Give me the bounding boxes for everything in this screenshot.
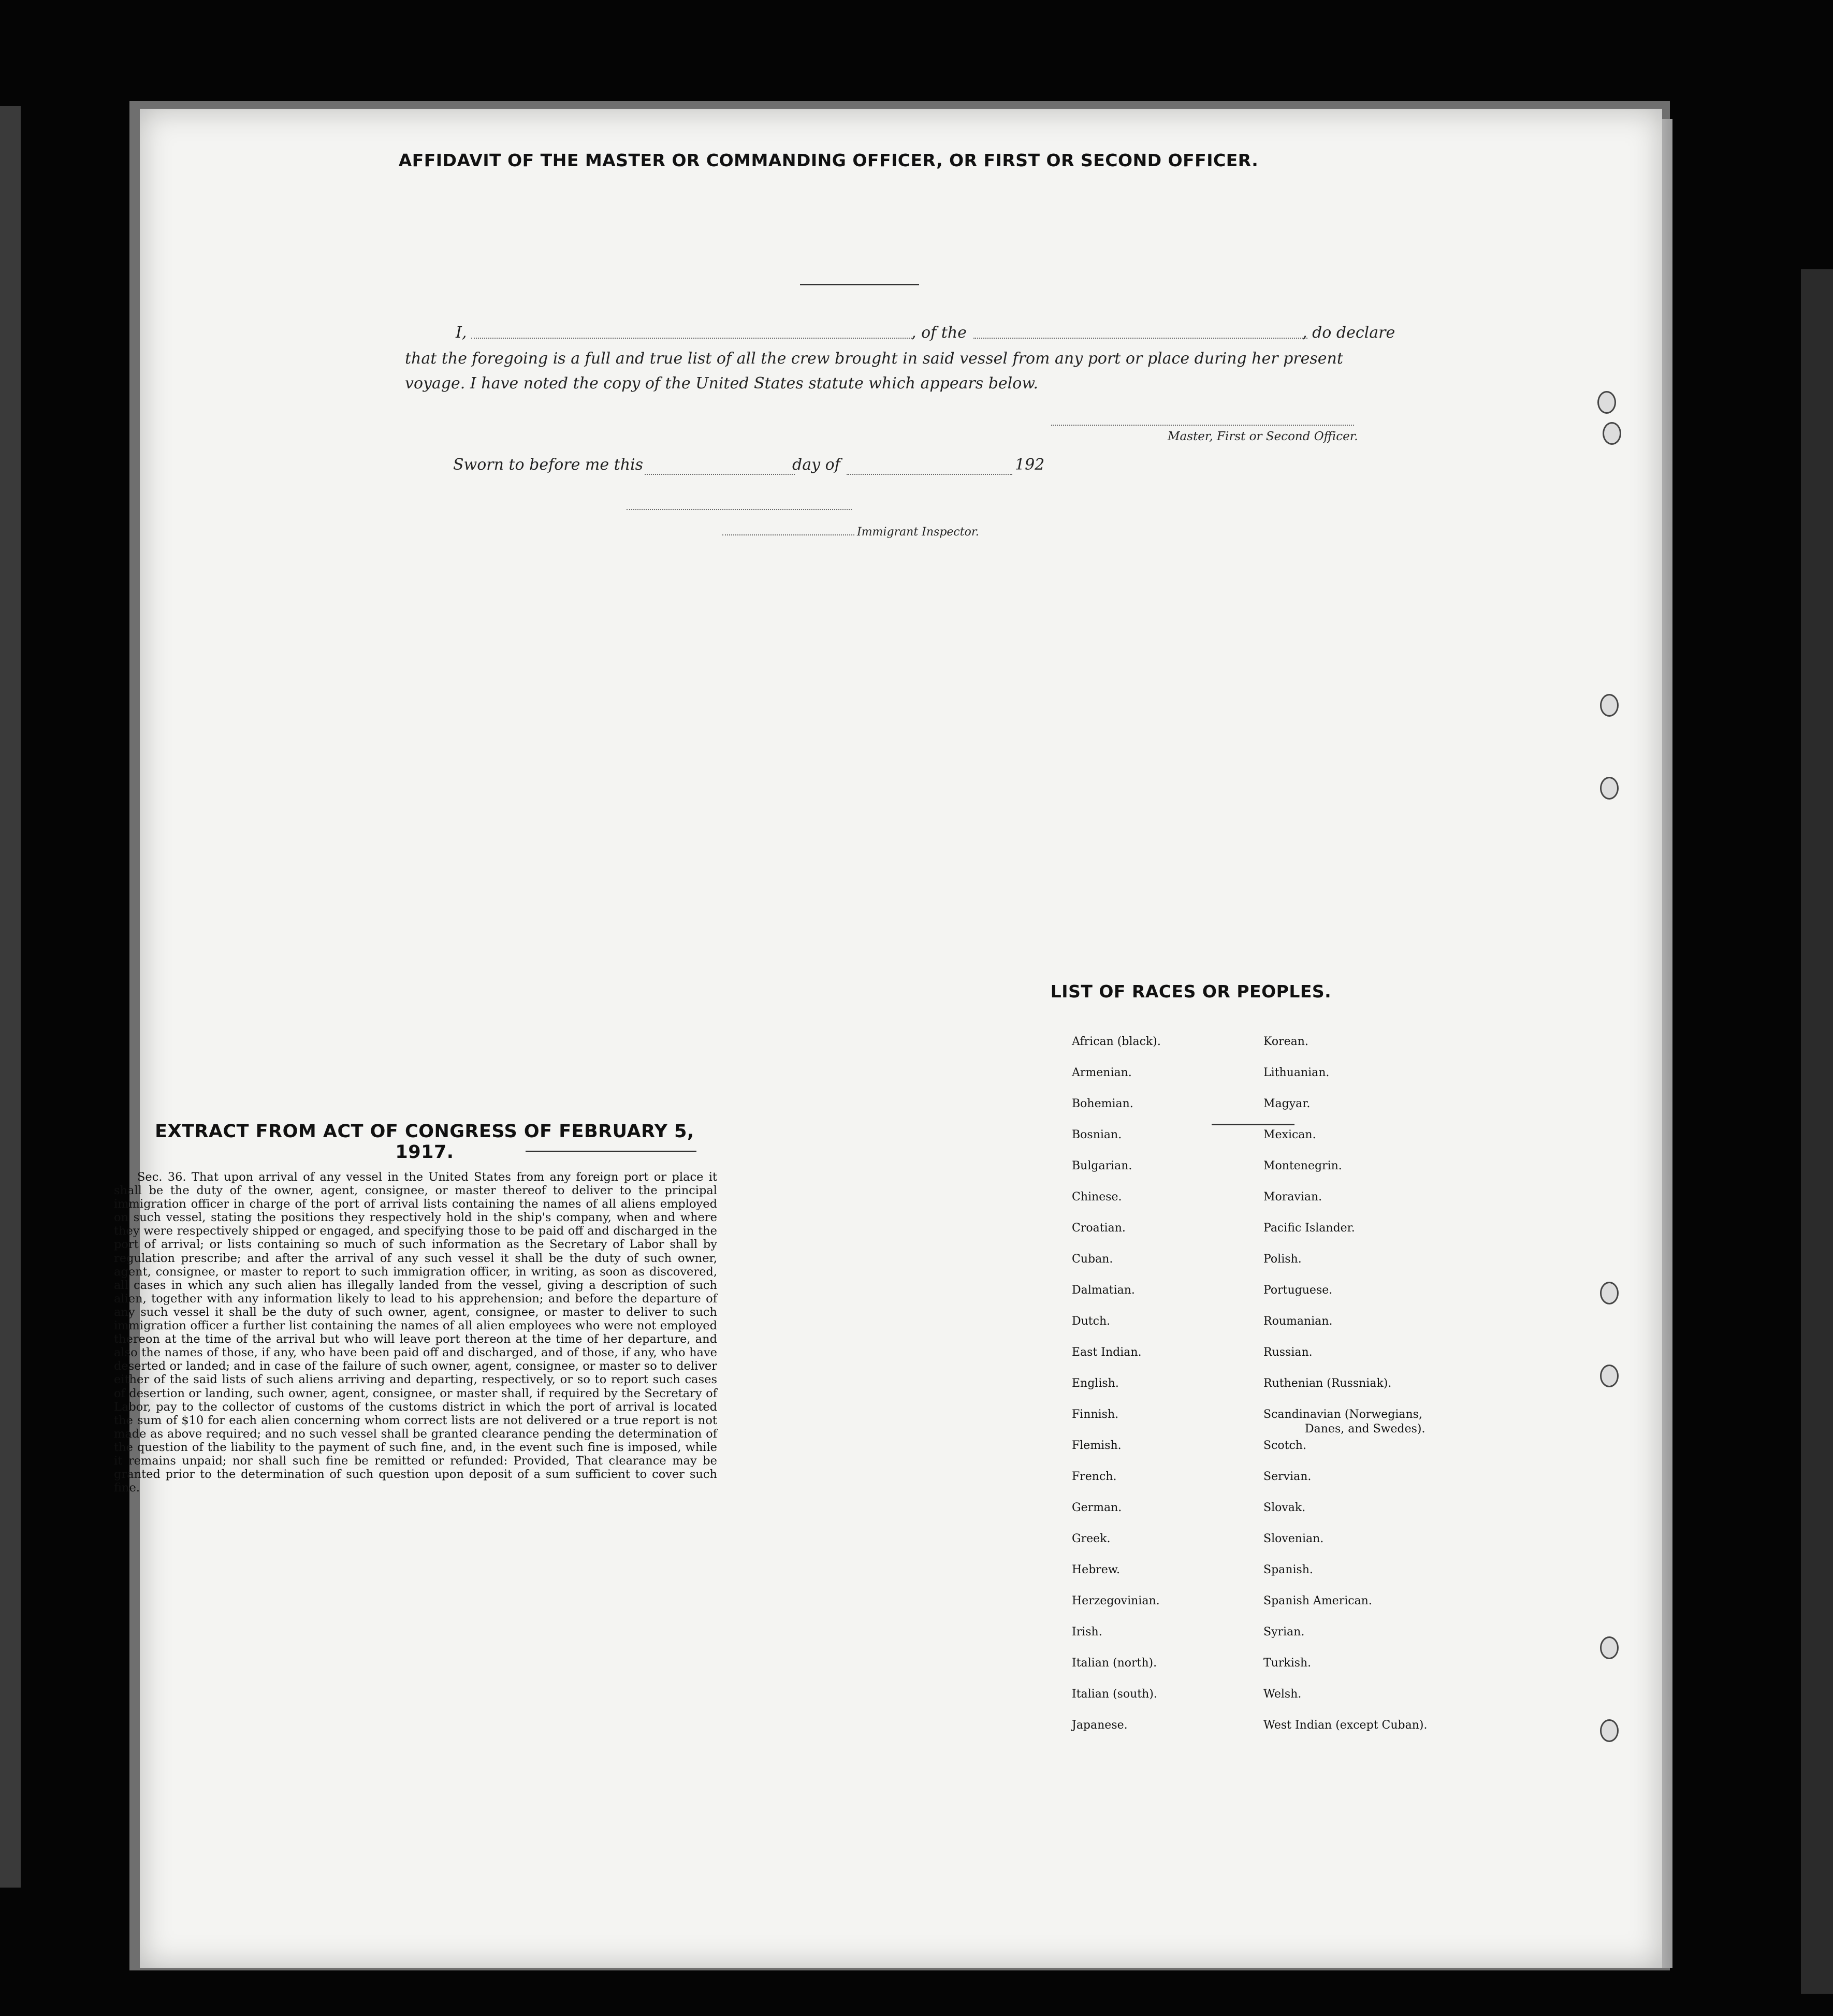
sworn-prefix: Sworn to before me this xyxy=(453,456,644,474)
race-item: Bosnian. xyxy=(1072,1128,1122,1141)
affidavit-title-rule xyxy=(800,284,919,285)
affidavit-of-the: , of the xyxy=(911,324,967,342)
race-item: African (black). xyxy=(1072,1035,1161,1048)
race-item: Hebrew. xyxy=(1072,1563,1121,1576)
race-item: Welsh. xyxy=(1263,1688,1302,1701)
race-item: Armenian. xyxy=(1072,1066,1132,1079)
race-item: Russian. xyxy=(1263,1346,1313,1359)
sworn-day-of: day of xyxy=(792,456,840,474)
binder-hole xyxy=(1600,1282,1619,1304)
races-title: LIST OF RACES OR PEOPLES. xyxy=(1050,981,1332,1002)
race-item: Servian. xyxy=(1263,1470,1312,1483)
race-item: Slovak. xyxy=(1263,1501,1306,1514)
binder-hole xyxy=(1600,1636,1619,1659)
race-item: Scandinavian (Norwegians, xyxy=(1263,1408,1422,1421)
signature-label: Master, First or Second Officer. xyxy=(1168,430,1358,443)
race-item: Turkish. xyxy=(1263,1657,1312,1670)
signature-line[interactable] xyxy=(1051,425,1354,426)
affidavit-do-declare: , do declare xyxy=(1302,324,1395,342)
race-item: Italian (north). xyxy=(1072,1657,1157,1670)
race-item: Irish. xyxy=(1072,1626,1102,1638)
extract-body: Sec. 36. That upon arrival of any vessel in the United States from any foreign port or place it shall be the duty of the owner, agent, consignee, or master thereof to deliver to the principal immigration officer in charge of the port of arrival lists containing the names of all aliens employed on such vessel, stating the positions they respectively hold in the ship's company, when and where they were respectively shipped or engaged, and specifying those to be paid off and discharged in the port of arrival; or lists containing so much of such information as the Secretary of Labor shall by regulation prescribe; and after the arrival of any such vessel it shall be the duty of such owner, agent, consignee, or master to report to such immigration officer, in writing, as soon as discovered, all cases in which any such alien has illegally landed from the vessel, giving a description of such alien, together with any information likely to lead to his apprehension; and before the departure of any such vessel it shall be the duty of such owner, agent, consignee, or master to deliver to such immigration officer a further list containing the names of all alien employees who were not employed thereon at the time of the arrival but who will leave port thereon at the time of her departure, and also the names of those, if any, who have been paid off and discharged, and of those, if any, who have deserted or landed; and in case of the failure of such owner, agent, consignee, or master so to deliver either of the said lists of such aliens arriving and departing, respectively, or so to report such cases of desertion or landing, such owner, agent, consignee, or master shall, if required by the Secretary of Labor, pay to the collector of customs of the customs district in which the port of arrival is located the sum of $10 for each alien concerning whom correct lists are not delivered or a true report is not made as above required; and no such vessel shall be granted clearance pending the determination of the question of the liability to the payment of such fine, and, in the event such fine is imposed, while it remains unpaid; nor shall such fine be remitted or refunded: Provided, That clearance may be granted prior to the determination of such question upon deposit of a sum sufficient to cover such fine. xyxy=(114,1170,717,1495)
races-column-left xyxy=(1072,1036,1161,1750)
binder-hole xyxy=(1600,1365,1619,1387)
affidavit-line-3: voyage. I have noted the copy of the United States statute which appears below. xyxy=(405,374,1038,393)
master-name-line[interactable] xyxy=(471,338,914,339)
inspector-signature-line[interactable] xyxy=(722,534,854,535)
binder-hole xyxy=(1603,422,1621,445)
races-column-right xyxy=(1263,1036,1427,1750)
sworn-day-line[interactable] xyxy=(645,474,795,475)
race-item: Polish. xyxy=(1263,1253,1302,1266)
inspector-label: Immigrant Inspector. xyxy=(857,526,979,539)
race-item: Pacific Islander. xyxy=(1263,1222,1355,1235)
race-item: Dalmatian. xyxy=(1072,1284,1135,1297)
race-item: Cuban. xyxy=(1072,1253,1113,1266)
race-item: Spanish. xyxy=(1263,1563,1313,1576)
race-item: Korean. xyxy=(1263,1035,1308,1048)
race-item: Syrian. xyxy=(1263,1626,1305,1638)
film-edge-right xyxy=(1801,269,1833,1994)
race-item: Croatian. xyxy=(1072,1222,1126,1235)
binder-hole xyxy=(1600,694,1619,717)
race-item: Ruthenian (Russniak). xyxy=(1263,1377,1392,1390)
film-edge-left xyxy=(0,106,21,1888)
race-item: Moravian. xyxy=(1263,1191,1322,1203)
race-item: East Indian. xyxy=(1072,1346,1142,1359)
inspector-line-upper xyxy=(627,509,852,510)
race-item: West Indian (except Cuban). xyxy=(1263,1719,1428,1732)
affidavit-title: AFFIDAVIT OF THE MASTER OR COMMANDING OFFICER, OR FIRST OR SECOND OFFICER. xyxy=(398,150,1259,170)
race-item: English. xyxy=(1072,1377,1119,1390)
race-item: German. xyxy=(1072,1501,1122,1514)
race-item: Bohemian. xyxy=(1072,1097,1133,1110)
race-item: Roumanian. xyxy=(1263,1315,1333,1328)
race-item: Scotch. xyxy=(1263,1439,1306,1452)
sworn-year: 192 xyxy=(1015,456,1045,474)
binder-hole xyxy=(1597,391,1616,414)
extract-title: EXTRACT FROM ACT OF CONGRESS OF FEBRUARY 5, 1917. xyxy=(155,1121,694,1163)
affidavit-line-2: that the foregoing is a full and true list of all the crew brought in said vessel from any port or place during her present xyxy=(405,350,1343,368)
race-item: Lithuanian. xyxy=(1263,1066,1330,1079)
affidavit-i: I, xyxy=(456,324,467,342)
race-item: French. xyxy=(1072,1470,1117,1483)
sworn-month-line[interactable] xyxy=(847,474,1012,475)
race-item: Greek. xyxy=(1072,1532,1111,1545)
race-item: Mexican. xyxy=(1263,1128,1316,1141)
race-item: Slovenian. xyxy=(1263,1532,1324,1545)
vessel-name-line[interactable] xyxy=(973,338,1307,339)
race-item: Herzegovinian. xyxy=(1072,1594,1160,1607)
race-item: Danes, and Swedes). xyxy=(1305,1423,1425,1435)
race-item: Spanish American. xyxy=(1263,1594,1372,1607)
race-item: Japanese. xyxy=(1072,1719,1128,1732)
race-item: Bulgarian. xyxy=(1072,1159,1132,1172)
race-item: Dutch. xyxy=(1072,1315,1111,1328)
race-item: Montenegrin. xyxy=(1263,1159,1342,1172)
race-item: Flemish. xyxy=(1072,1439,1122,1452)
binder-hole xyxy=(1600,777,1619,800)
extract-title-rule xyxy=(526,1151,696,1152)
binder-hole xyxy=(1600,1719,1619,1742)
race-item: Finnish. xyxy=(1072,1408,1119,1421)
race-item: Italian (south). xyxy=(1072,1688,1157,1701)
race-item: Magyar. xyxy=(1263,1097,1311,1110)
race-item: Portuguese. xyxy=(1263,1284,1333,1297)
race-item: Chinese. xyxy=(1072,1191,1122,1203)
